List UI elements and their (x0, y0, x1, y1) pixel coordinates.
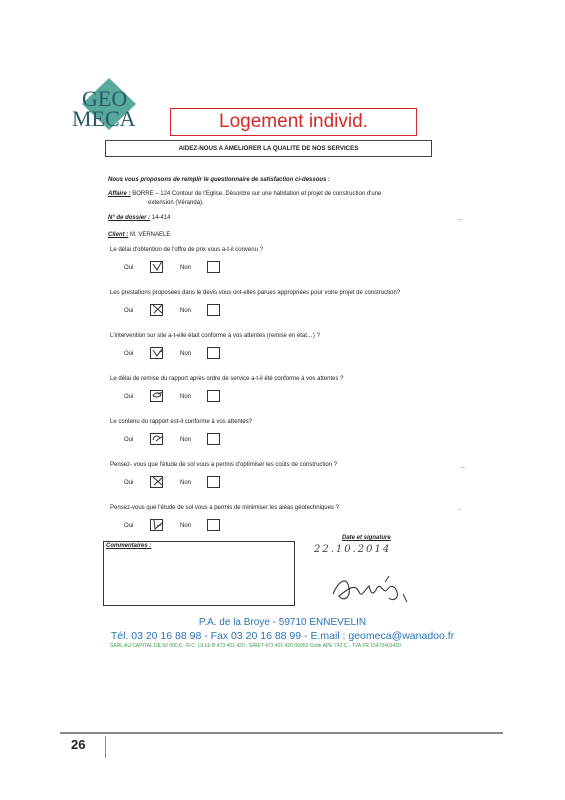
affaire-line2: extension (Véranda). (148, 200, 204, 206)
non-checkbox[interactable] (207, 304, 220, 316)
non-label: Non (180, 351, 192, 357)
oui-checkbox[interactable] (150, 304, 163, 316)
oui-label: Oui (124, 480, 134, 486)
checkmark-icon (151, 389, 164, 403)
oui-label: Oui (124, 308, 134, 314)
intro-text: Nous vous proposons de remplir le questionnaire de satisfaction ci-dessous : (108, 177, 331, 183)
non-label: Non (180, 523, 192, 529)
dossier-label: N° de dossier : (108, 215, 151, 221)
affaire-block (108, 190, 438, 198)
oui-label: Oui (124, 351, 134, 357)
non-checkbox[interactable] (207, 476, 220, 488)
dossier-block (108, 214, 170, 222)
logo-line1: GEO (82, 86, 128, 111)
company-logo (68, 78, 150, 138)
question-text: Pensez- vous que l'étude de sol vous a permis d'optimiser les coûts de construction ? (110, 462, 338, 468)
non-checkbox[interactable] (207, 347, 220, 359)
non-checkbox[interactable] (207, 433, 220, 445)
oui-checkbox[interactable] (150, 476, 163, 488)
non-label: Non (180, 308, 192, 314)
affaire-label: Affaire : (108, 191, 131, 197)
scan-mark (460, 467, 465, 468)
footer-address: P.A. de la Broye - 59710 ENNEVELIN (198, 617, 367, 628)
handwritten-signature (325, 572, 415, 608)
logo-line2: MECA (72, 106, 136, 131)
oui-label: Oui (124, 394, 134, 400)
affaire-line1: BORRE – 124 Contour de l'Eglise. Désordre sur une habitation et projet de construction d'une (130, 191, 382, 197)
non-label: Non (180, 480, 192, 486)
non-checkbox[interactable] (207, 390, 220, 402)
dossier-value: 14-414 (150, 215, 171, 221)
question-text: Les prestations proposées dans le devis vous ont-elles parues appropriées pour votre projet de construction? (110, 290, 401, 296)
non-checkbox[interactable] (207, 261, 220, 273)
housing-type-banner: Logement individ. (170, 108, 417, 136)
scan-mark (458, 509, 461, 510)
checkmark-icon (151, 346, 164, 360)
signature-label: Date et signature (342, 535, 391, 541)
question-text: L'intervention sur site a-t-elle était conforme à vos attentes (remise en état…) ? (110, 333, 320, 339)
oui-label: Oui (124, 265, 134, 271)
client-block (108, 231, 170, 239)
question-text: Le délai de remise du rapport après ordre de service a-t-il été conforme à vos attentes ? (110, 376, 344, 382)
page-rule (60, 732, 503, 734)
question-text: Le délai d'obtention de l'offre de prix vous a-t-il convenu ? (110, 247, 263, 253)
comments-label: Commentaires : (106, 543, 152, 549)
client-label: Client : (108, 232, 129, 238)
oui-label: Oui (124, 523, 134, 529)
oui-checkbox[interactable] (150, 347, 163, 359)
footer-legal: SARL AU CAPITAL DE 50 000 € - R.C. LILLE B 473 401 420 - SIRET 473 401 420 00053 Code APE 742 C - TVA FR 15473401420 (110, 643, 401, 649)
footer-contact: Tél. 03 20 16 88 98 - Fax 03 20 16 88 99 - E.mail : geomeca@wanadoo.fr (110, 630, 455, 642)
non-checkbox[interactable] (207, 519, 220, 531)
oui-checkbox[interactable] (150, 390, 163, 402)
comments-box[interactable] (103, 541, 295, 606)
non-label: Non (180, 265, 192, 271)
question-text: Pensez-vous que l'étude de sol vous a permis de minimiser les aléas géotechniques ? (110, 505, 339, 511)
signature-date: 22.10.2014 (314, 544, 392, 555)
client-value: M. VERNAELE (128, 232, 171, 238)
question-text: Le contenu du rapport est-il conforme à vos attentes? (110, 419, 253, 425)
checkmark-icon (151, 475, 164, 489)
checkmark-icon (151, 518, 164, 532)
oui-label: Oui (124, 437, 134, 443)
survey-heading: AIDEZ-NOUS A AMELIORER LA QUALITE DE NOS SERVICES (105, 140, 432, 157)
scan-mark (458, 219, 462, 220)
oui-checkbox[interactable] (150, 519, 163, 531)
checkmark-icon (151, 432, 164, 446)
non-label: Non (180, 437, 192, 443)
oui-checkbox[interactable] (150, 433, 163, 445)
checkmark-icon (151, 303, 164, 317)
checkmark-icon (151, 260, 164, 274)
page-separator (105, 736, 106, 758)
oui-checkbox[interactable] (150, 261, 163, 273)
non-label: Non (180, 394, 192, 400)
page-number: 26 (71, 737, 86, 752)
